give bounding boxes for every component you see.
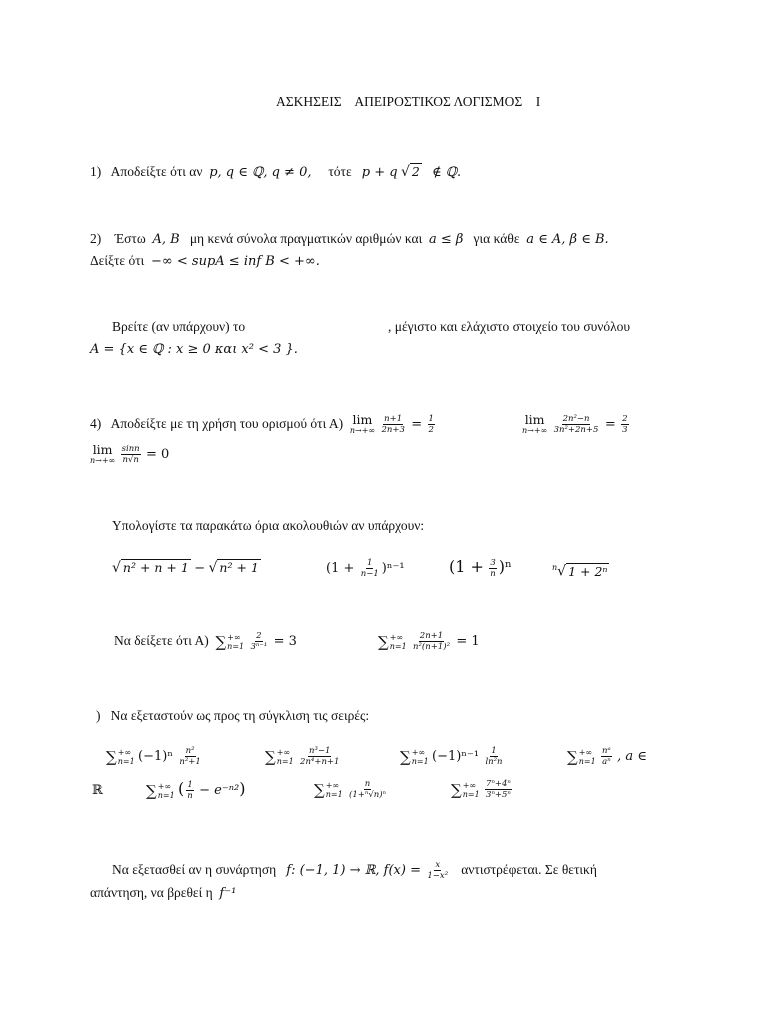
exercise-5-sequence-4: $^n$√ 1 + 2ⁿ — [552, 563, 608, 580]
exercise-3-cont — [388, 318, 630, 336]
exercise-4-number: 4) — [90, 416, 102, 431]
limit-1: lim n→+∞ — [349, 411, 376, 435]
limit-2-fraction: $\frac{\text{2n²−n}}{\text{3n²+2n+5}}$ — [553, 414, 599, 436]
exercise-6-series-2: ∑ +∞ n=1 $\frac{2n+1}{\text{n²(n+1)²}}$ = 1 — [378, 631, 480, 653]
exercise-1-then: τότε — [328, 164, 352, 179]
limit-2-value: $\frac{2}{3}$ — [622, 414, 628, 436]
exercise-3-text-b: , μέγιστο και ελάχιστο στοιχείο του συνόλου — [388, 319, 631, 334]
exercise-1 — [90, 163, 461, 182]
limit-3-value: = 0 — [146, 447, 170, 462]
exercise-4-text: Αποδείξτε με τη χρήση του ορισμού ότι Α) — [110, 416, 344, 431]
series-reals — [92, 777, 103, 804]
exercise-8-line-2 — [90, 884, 236, 903]
exercise-3-text-a: Βρείτε (αν υπάρχουν) το — [112, 319, 246, 334]
exercise-8-function: f: (−1, 1) → ℝ, f(x) = — [286, 863, 421, 878]
exercise-2-inequality: −∞ < supA ≤ inf B < +∞. — [151, 254, 320, 269]
limit-2: lim n→+∞ — [522, 411, 548, 435]
exercise-6-text: Να δείξετε ότι Α) — [114, 633, 209, 648]
exercise-1-number: 1) — [90, 164, 102, 179]
exercise-3-line-2 — [90, 340, 298, 359]
exercise-2 — [90, 230, 609, 249]
exercise-7-text: Να εξεταστούν ως προς τη σύγκλιση τις σειρές: — [110, 708, 370, 723]
exercise-1-notin: ∉ ℚ. — [431, 165, 462, 180]
exercise-2-sets: A, B — [152, 232, 180, 247]
exercise-4: 4) Αποδείξτε με τη χρήση του ορισμού ότι Α) lim n→+∞ $\frac{n+1}{2n+3}$ = $\frac{1}{2}$ — [90, 411, 434, 436]
series-c: ∑ +∞ n=1 (−1)ⁿ⁻¹ $\frac{1}{\text{ln²n}}$ — [400, 746, 503, 768]
series-g: ∑ +∞ n=1 $\frac{\text{7ⁿ+4ⁿ}}{\text{3ⁿ+5ⁿ}}$ — [451, 779, 511, 801]
sqrt-symbol: √ — [400, 164, 410, 180]
exercise-5-text: Υπολογίστε τα παρακάτω όρια ακολουθιών αν υπάρχουν: — [112, 518, 425, 533]
limit-1-fraction: $\frac{n+1}{2n+3}$ — [381, 414, 405, 436]
limit-1-value: $\frac{1}{2}$ — [428, 414, 434, 436]
exercise-5-sequence-2: (1 + $\frac{1}{n-1}$ )ⁿ⁻¹ — [326, 558, 405, 580]
exercise-1-conclusion: p + q — [361, 165, 398, 180]
series-e: ∑ +∞ n=1 ( $\frac{1}{n}$ − e⁻ⁿ²) — [146, 779, 246, 802]
limit-3: lim n→+∞ — [90, 441, 116, 465]
exercise-5-sequence-1: √ n² + n + 1 − √ n² + 1 — [112, 560, 259, 576]
series-a: ∑ +∞ n=1 (−1)ⁿ $\frac{\text{n²}}{\text{n²+1}}$ — [106, 746, 201, 768]
reals-symbol: ℝ — [92, 783, 103, 798]
exercise-1-text: Αποδείξτε ότι αν — [110, 164, 203, 179]
exercise-4-limit-2: lim n→+∞ $\frac{\text{2n²−n}}{\text{3n²+2n+5}}$ = $\frac{2}{3}$ — [522, 411, 628, 436]
exercise-5-sequence-3: (1 + $\frac{3}{n}$ )ⁿ — [449, 557, 512, 580]
exercise-7-number: ) — [96, 708, 101, 723]
exercise-2-relation: a ≤ β — [428, 232, 464, 247]
document-title: ΑΣΚΗΣΕΙΣ ΑΠΕΙΡΟΣΤΙΚΟΣ ΛΟΓΙΣΜΟΣ Ι — [276, 94, 541, 109]
exercise-4-limit-3 — [90, 442, 169, 467]
exercise-8-text-b: αντιστρέφεται. Σε θετική — [461, 862, 597, 877]
exercise-2-let: Έστω — [114, 231, 146, 246]
limit-3-fraction: $\frac{\sin n}{n√n}$ — [121, 444, 140, 466]
exercise-6: Να δείξετε ότι Α) ∑ +∞ n=1 $\frac{2}{\text{3ⁿ⁻¹}}$ = 3 — [114, 631, 297, 653]
series-f: ∑ +∞ n=1 $\frac{n}{\text{(1+ⁿ√n)ⁿ}}$ — [314, 779, 386, 801]
exercise-2-number: 2) — [90, 231, 102, 246]
exercise-2-text: μη κενά σύνολα πραγματικών αριθμών και — [189, 231, 423, 246]
exercise-8-inverse: f⁻¹ — [219, 886, 237, 901]
exercise-1-root: 2 — [411, 164, 420, 179]
exercise-1-condition: p, q ∈ ℚ, q ≠ 0, — [209, 165, 312, 180]
series-b: ∑ +∞ n=1 $\frac{\text{n³−1}}{\text{2n⁴+n+1}}$ — [265, 746, 340, 768]
series-d: ∑ +∞ n=1 $\frac{\text{nᵃ}}{\text{aⁿ}}$ , a ∈ — [567, 746, 647, 768]
exercise-3 — [112, 318, 245, 336]
exercise-2-forall: για κάθε — [473, 231, 520, 246]
exercise-7 — [96, 707, 369, 725]
exercise-8-text-c: απάντηση, να βρεθεί η — [90, 885, 213, 900]
exercise-2-quantifier: a ∈ A, β ∈ B. — [526, 232, 609, 247]
exercise-5 — [112, 517, 424, 535]
exercise-8: Να εξετασθεί αν η συνάρτηση f: (−1, 1) → ℝ, f(x) = $\frac{x}{\text{1−x²}}$ αντιστρέφεται. Σε θετική — [112, 860, 597, 882]
exercise-2-line-2 — [90, 252, 320, 271]
exercise-2-show: Δείξτε ότι — [90, 253, 145, 268]
exercise-8-text-a: Να εξετασθεί αν η συνάρτηση — [112, 862, 277, 877]
exercise-3-set: A = {x ∈ ℚ : x ≥ 0 και x² < 3 }. — [90, 342, 298, 357]
